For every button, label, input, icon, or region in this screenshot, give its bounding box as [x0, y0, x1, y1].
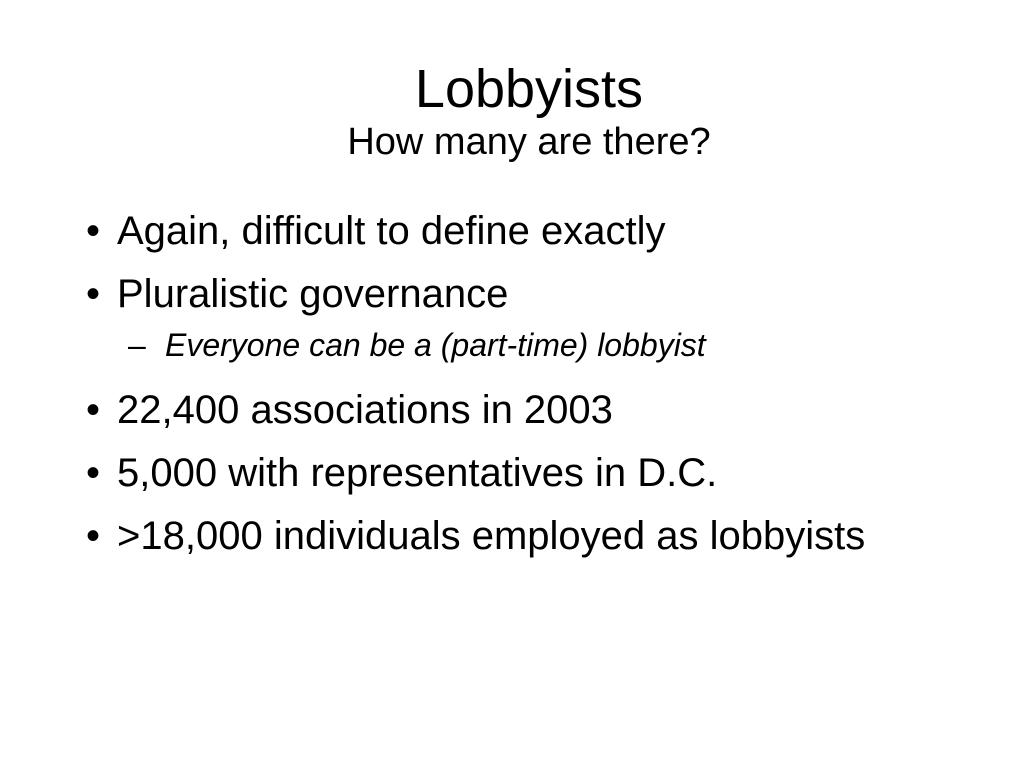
bullet-marker: •	[86, 388, 101, 432]
slide-subtitle: How many are there?	[347, 121, 711, 163]
bullet-marker: •	[86, 514, 101, 558]
bullet-text: 5,000 with representatives in D.C.	[117, 451, 718, 495]
bullet-item	[86, 382, 1006, 438]
bullet-text: Pluralistic governance	[117, 272, 509, 316]
bullet-marker: •	[86, 272, 101, 316]
bullet-item	[86, 445, 1006, 501]
bullet-item	[86, 266, 1006, 322]
bullet-list	[86, 203, 1006, 571]
sub-bullet-text: Everyone can be a (part-time) lobbyist	[165, 327, 706, 363]
bullet-marker: •	[86, 209, 101, 253]
slide-title: Lobbyists	[414, 59, 644, 119]
bullet-item	[86, 203, 1006, 259]
bullet-text: 22,400 associations in 2003	[117, 388, 613, 432]
bullet-text: >18,000 individuals employed as lobbyists	[117, 514, 866, 558]
title-block	[0, 58, 1024, 164]
bullet-marker: •	[86, 451, 101, 495]
sub-bullet-marker: –	[128, 327, 146, 363]
bullet-item	[86, 508, 1006, 564]
sub-bullet-item	[86, 322, 1006, 368]
bullet-text: Again, difficult to define exactly	[117, 209, 666, 253]
